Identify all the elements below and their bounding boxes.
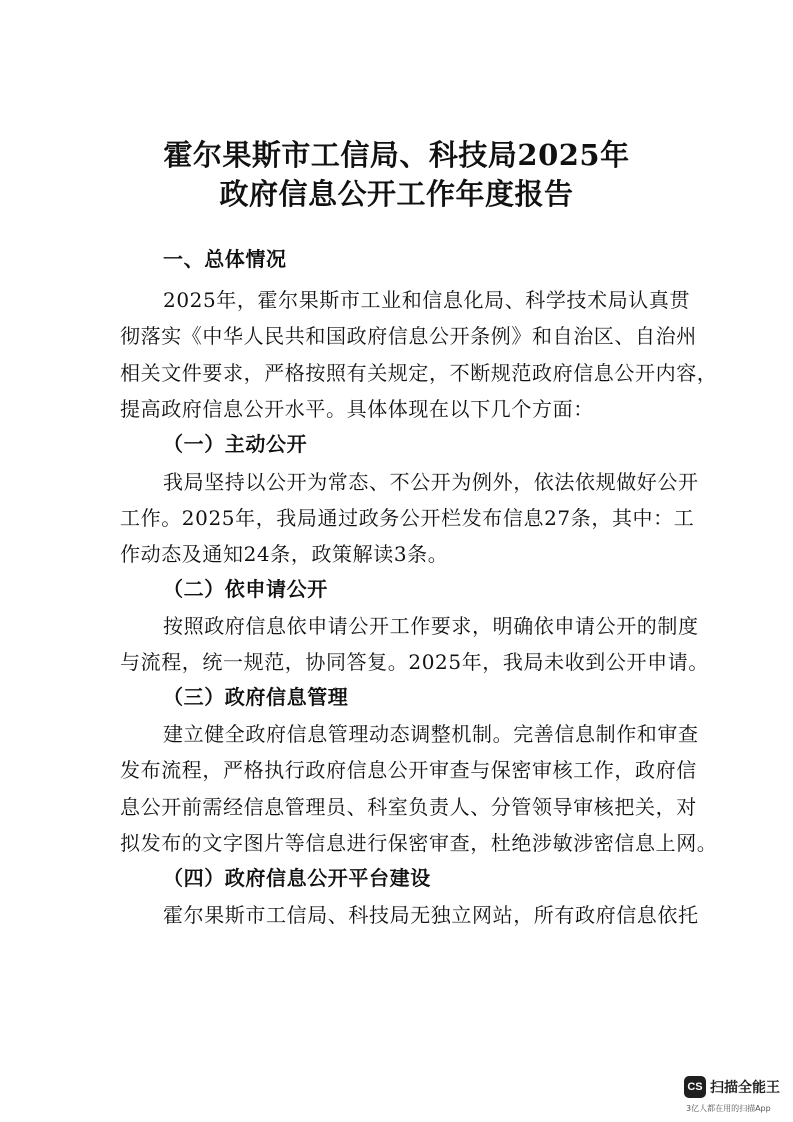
paragraph-line: 彻落实《中华人民共和国政府信息公开条例》和自治区、自治州 (120, 324, 697, 348)
watermark-tagline: 3亿人都在用的扫描App (686, 1104, 771, 1113)
section-heading-overview: 一、总体情况 (163, 247, 287, 271)
watermark-app-name: 扫描全能王 (710, 1080, 780, 1096)
paragraph-line: 相关文件要求，严格按照有关规定，不断规范政府信息公开内容， (120, 361, 718, 385)
paragraph-line: 发布流程，严格执行政府信息公开审查与保密审核工作，政府信 (120, 758, 697, 782)
paragraph-line: 息公开前需经信息管理员、科室负责人、分管领导审核把关，对 (120, 795, 697, 819)
paragraph-line: 2025年，霍尔果斯市工业和信息化局、科学技术局认真贯 (163, 288, 691, 312)
paragraph-line: 提高政府信息公开水平。具体体现在以下几个方面： (120, 397, 594, 421)
paragraph-line: 霍尔果斯市工信局、科技局无独立网站，所有政府信息依托 (163, 903, 699, 927)
subheading-platform-construction: （四）政府信息公开平台建设 (163, 866, 431, 890)
subheading-information-management: （三）政府信息管理 (163, 685, 349, 709)
report-title-line-2: 政府信息公开工作年度报告 (219, 177, 574, 211)
paragraph-line: 建立健全政府信息管理动态调整机制。完善信息制作和审查 (163, 722, 699, 746)
paragraph-line: 我局坚持以公开为常态、不公开为例外，依法依规做好公开 (163, 470, 699, 494)
camscanner-watermark (684, 1076, 784, 1116)
paragraph-line: 与流程，统一规范，协同答复。2025年，我局未收到公开申请。 (120, 650, 709, 674)
paragraph-line: 工作。2025年，我局通过政务公开栏发布信息27条，其中：工 (120, 506, 695, 530)
camscanner-logo-icon: CS (684, 1076, 706, 1098)
paragraph-line: 作动态及通知24条，政策解读3条。 (120, 542, 449, 566)
report-title-line-1: 霍尔果斯市工信局、科技局2025年 (163, 138, 630, 172)
subheading-disclosure-on-request: （二）依申请公开 (163, 577, 328, 601)
paragraph-line: 拟发布的文字图片等信息进行保密审查，杜绝涉敏涉密信息上网。 (120, 831, 718, 855)
subheading-proactive-disclosure: （一）主动公开 (163, 432, 308, 456)
paragraph-line: 按照政府信息依申请公开工作要求，明确依申请公开的制度 (163, 614, 699, 638)
